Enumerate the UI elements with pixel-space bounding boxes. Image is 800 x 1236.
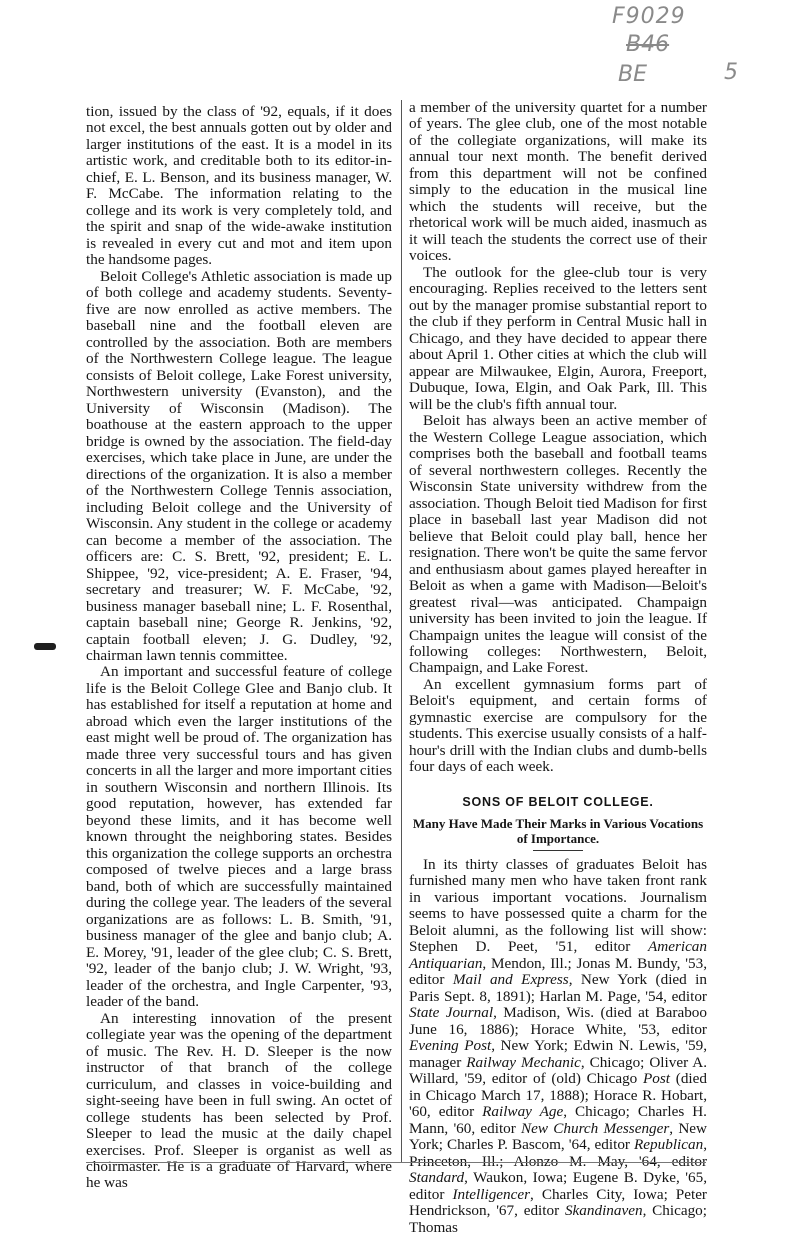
alumni-text: , Charles City, Iowa; Peter Hendrickson, '67, editor xyxy=(409,1185,707,1220)
annotation-line-4: 5 xyxy=(724,60,738,85)
alumni-text: , Chicago; Thomas xyxy=(409,1202,707,1236)
article-subheadline: Many Have Made Their Marks in Various Vocations of Importance. xyxy=(412,815,704,846)
publication-title: Mail and Express xyxy=(452,971,569,989)
binding-hole-mark xyxy=(34,643,56,650)
publication-title: Railway Mechanic xyxy=(466,1053,581,1071)
publication-title: New Church Messenger xyxy=(521,1119,670,1137)
alumni-text: , New York; Edwin N. Lewis, '59, manager xyxy=(409,1037,708,1071)
publication-title: Standard xyxy=(409,1169,465,1187)
alumni-text: (died in Chicago March 17, 1888); Horace R. Hobart, '60, editor xyxy=(409,1070,707,1121)
alumni-text: , Chicago; Oliver A. Willard, '59, editor of (old) Chicago xyxy=(409,1053,708,1088)
alumni-text: , Waukon, Iowa; Eugene B. Dyke, '65, editor xyxy=(409,1169,707,1203)
left-paragraph-glee-banjo-club: An important and successful feature of college life is the Beloit College Glee and Banjo club. It has established for itself a reputation at home and abroad which even the larger institutions of the east might well be proud of. The organization has made three very successful tours and has given concerts in all the larger and more important cities in southern Wisconsin and northern Illinois. Its good reputation, however, has extended far beyond these limits, and it has become well known throught the neighboring states. Besides this organization the college supports an orchestra composed of twelve pieces and a large brass band, both of which are successfully maintained during the college year. The leaders of the several organizations are as follows: L. B. Smith, '91, business manager of the glee and banjo club; A. E. Morey, '91, leader of the glee club; C. S. Brett, '92, leader of the banjo club; J. W. Wright, '93, leader of the orchestra, and Ingle Carpenter, '93, leader of the band. xyxy=(86,663,392,1011)
column-divider xyxy=(401,100,402,1162)
publication-title: Intelligencer xyxy=(452,1185,531,1203)
right-paragraph-alumni-journalists xyxy=(409,857,707,1236)
left-column xyxy=(86,104,392,1192)
left-paragraph-athletic-association: Beloit College's Athletic association is made up of both college and academy students. Seventy-five are now enrolled as active members. The baseball nine and the football eleven are controlled by the association. Both are members of the Northwestern College league. The league consists of Beloit college, Lake Forest university, Northwestern university (Evanston), and the University of Wisconsin (Madison). The boathouse at the eastern approach to the upper bridge is owned by the association. The field-day exercises, which take place in June, are under the directions of the organization. It is also a member of the Northwestern College Tennis association, including Beloit college and the University of Wisconsin. Any student in the college or academy can become a member of the association. The officers are: C. S. Brett, '92, president; E. L. Shippee, '92, vice-president; A. E. Fraser, '94, secretary and treasurer; W. F. McCabe, '92, business manager baseball nine; L. F. Rosenthal, captain baseball nine; George R. Jenkins, '92, captain football eleven; J. G. Dudley, '92, chairman lawn tennis committee. xyxy=(86,267,392,664)
right-column xyxy=(409,100,707,1236)
publication-title: Evening Post xyxy=(409,1037,492,1055)
page-bottom-rule xyxy=(86,1162,706,1163)
publication-title: Republican xyxy=(634,1136,704,1154)
annotation-line-2: B46 xyxy=(626,32,670,57)
headline-divider xyxy=(533,850,583,851)
publication-title: Skandinaven xyxy=(564,1202,643,1220)
article-headline: SONS OF BELOIT COLLEGE. xyxy=(462,794,654,809)
right-paragraph-1: a member of the university quartet for a number of years. The glee club, one of the most notable of the collegiate organizations, will make its annual tour next month. The benefit derived from this department will not be confined simply to the education in the musical line which the students will receive, but the rhetorical work will be much aided, inasmuch as it will teach the students the correct use of their voices. xyxy=(409,99,707,265)
alumni-text: , Princeton, Ill.; Alonzo M. May, '64, editor xyxy=(409,1136,707,1170)
alumni-text: , New York (died in Paris Sept. 8, 1891); Harlan M. Page, '54, editor xyxy=(409,971,707,1005)
alumni-text: , Mendon, Ill.; Jonas M. Bundy, '53, editor xyxy=(409,954,707,989)
publication-title: American Antiquarian xyxy=(409,938,707,972)
publication-title: Post xyxy=(643,1070,671,1088)
alumni-text: In its thirty classes of graduates Beloit has furnished many men who have taken front rank in various important vocations. Journalism seems to have possessed quite a charm for the Beloit alumni, as the following list will show: Stephen D. Peet, '51, editor xyxy=(409,855,707,956)
right-paragraph-glee-tour: The outlook for the glee-club tour is very encouraging. Replies received to the letters sent out by the manager promise substantial report to the club if they perform in Central Music hall in Chicago, and they have decided to appear there about April 1. Other cities at which the club will appear are Milwaukee, Elgin, Aurora, Freeport, Dubuque, Iowa, Elgin, and Oak Park, Ill. This will be the club's fifth annual tour. xyxy=(409,263,707,413)
right-paragraph-college-league: Beloit has always been an active member of the Western College League association, which comprises both the baseball and football teams of several northwestern colleges. Recently the Wisconsin State university withdrew from the association. Though Beloit tied Madison for first place in baseball last year Madison did not believe that Beloit could play ball, hence her resignation. There won't be quite the same fervor and enthusiasm about games played hereafter in Beloit as when a game with Madison—Beloit's greatest rival—was anticipated. Champaign university has been invited to join the league. If Champaign unites the league will consist of the following colleges: Northwestern, Beloit, Champaign, and Lake Forest. xyxy=(409,412,707,677)
right-paragraph-gymnasium: An excellent gymnasium forms part of Beloit's equipment, and certain forms of gymnastic exercise are compulsory for the students. This exercise usually consists of a half-hour's drill with the Indian clubs and dumb-bells four days of each week. xyxy=(409,675,707,776)
alumni-text: , New York; Charles P. Bascom, '64, editor xyxy=(409,1119,707,1154)
publication-title: State Journal xyxy=(409,1004,494,1022)
annotation-line-3: BE xyxy=(618,62,647,87)
left-paragraph-1: tion, issued by the class of '92, equals, if it does not excel, the best annuals gotten out by older and larger institutions of the east. It is a model in its artistic work, and creditable both to its editor-in-chief, E. L. Benson, and its business manager, W. F. McCabe. The information relating to the college and its work is very completely told, and the spirit and snap of the wide-awake institution is revealed in every cut and mot and item upon the handsome pages. xyxy=(86,103,392,269)
alumni-text: , Madison, Wis. (died at Baraboo June 16, 1886); Horace White, '53, editor xyxy=(409,1004,707,1038)
publication-title: Railway Age xyxy=(482,1103,564,1121)
left-paragraph-music-department: An interesting innovation of the present collegiate year was the opening of the department of music. The Rev. H. D. Sleeper is the now instructor of that branch of the college curriculum, and classes in voice-building and sight-seeing have been in full swing. An octet of college students has been selected by Prof. Sleeper to lead the music at the daily chapel exercises. Prof. Sleeper is organist as well as choirmaster. He is a graduate of Harvard, where he was xyxy=(86,1009,392,1192)
alumni-text: , Chicago; Charles H. Mann, '60, editor xyxy=(409,1103,707,1137)
annotation-line-1: F9029 xyxy=(612,4,686,29)
